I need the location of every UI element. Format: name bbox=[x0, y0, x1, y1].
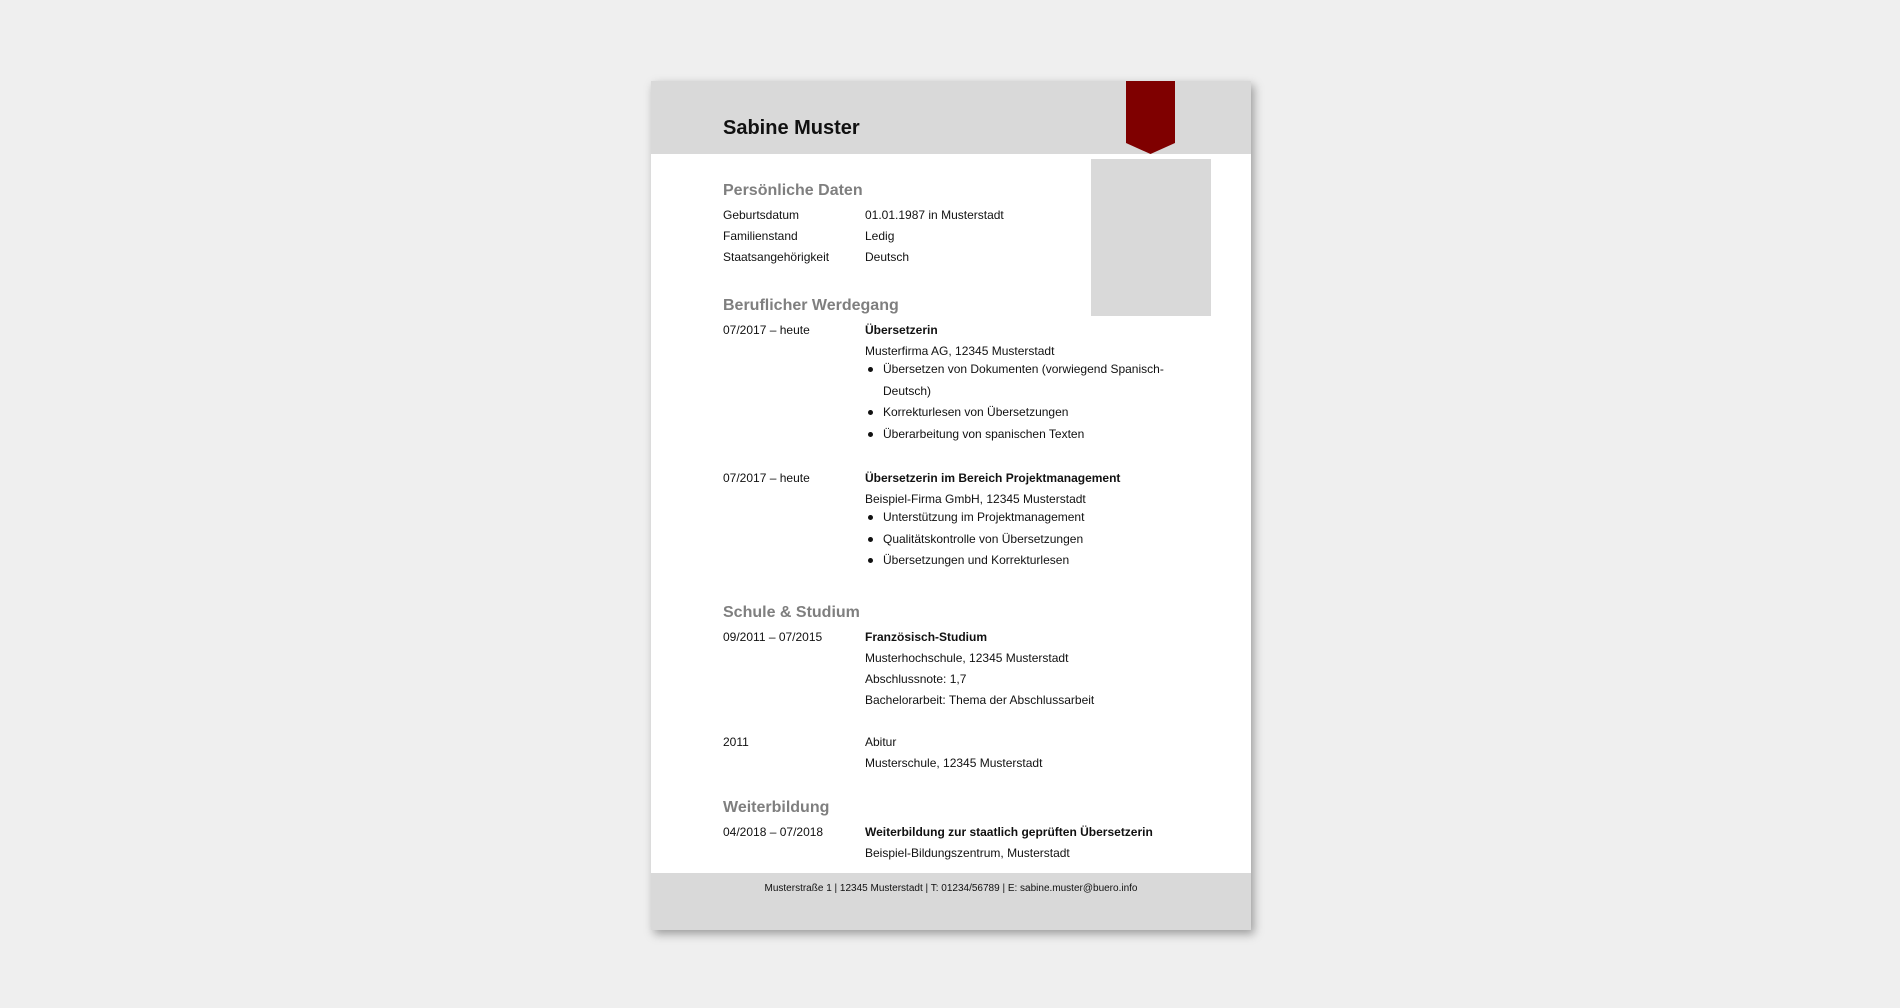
label-marital-status: Familienstand bbox=[723, 229, 798, 243]
list-item: Übersetzen von Dokumenten (vorwiegend Spanisch-Deutsch) bbox=[865, 359, 1175, 402]
training-institution: Beispiel-Bildungszentrum, Musterstadt bbox=[865, 846, 1070, 860]
career-company: Beispiel-Firma GmbH, 12345 Musterstadt bbox=[865, 492, 1086, 506]
section-title-training: Weiterbildung bbox=[723, 799, 830, 816]
education-detail: Abschlussnote: 1,7 bbox=[865, 672, 967, 686]
education-detail: Musterhochschule, 12345 Musterstadt bbox=[865, 651, 1069, 665]
value-marital-status: Ledig bbox=[865, 229, 895, 243]
label-nationality: Staatsangehörigkeit bbox=[723, 250, 830, 264]
career-company: Musterfirma AG, 12345 Musterstadt bbox=[865, 344, 1055, 358]
footer-contact: Musterstraße 1 | 12345 Musterstadt | T: 01234/56789 | E: sabine.muster@buero.info bbox=[764, 883, 1138, 894]
career-task-list bbox=[865, 359, 1175, 445]
ribbon-shape bbox=[1126, 81, 1175, 154]
value-birthdate: 01.01.1987 in Musterstadt bbox=[865, 208, 1004, 222]
list-item: Übersetzungen und Korrekturlesen bbox=[865, 550, 1185, 572]
label-birthdate: Geburtsdatum bbox=[723, 208, 800, 222]
photo-placeholder bbox=[1091, 159, 1211, 316]
education-period: 09/2011 – 07/2015 bbox=[723, 630, 823, 644]
education-detail: Musterschule, 12345 Musterstadt bbox=[865, 756, 1043, 770]
education-degree: Französisch-Studium bbox=[865, 630, 988, 644]
section-title-education: Schule & Studium bbox=[723, 604, 860, 621]
section-title-personal: Persönliche Daten bbox=[723, 182, 863, 199]
career-task-list bbox=[865, 507, 1185, 572]
section-title-career: Beruflicher Werdegang bbox=[723, 297, 899, 314]
education-detail: Bachelorarbeit: Thema der Abschlussarbeit bbox=[865, 693, 1095, 707]
list-item: Qualitätskontrolle von Übersetzungen bbox=[865, 529, 1185, 551]
list-item: Überarbeitung von spanischen Texten bbox=[865, 424, 1175, 446]
bookmark-ribbon-icon bbox=[1126, 81, 1175, 154]
footer-band bbox=[651, 873, 1251, 930]
training-course: Weiterbildung zur staatlich geprüften Übersetzerin bbox=[865, 825, 1153, 839]
career-position: Übersetzerin bbox=[865, 323, 938, 337]
list-item: Unterstützung im Projektmanagement bbox=[865, 507, 1185, 529]
career-period: 07/2017 – heute bbox=[723, 323, 810, 337]
list-item: Korrekturlesen von Übersetzungen bbox=[865, 402, 1175, 424]
education-period: 2011 bbox=[723, 735, 749, 749]
value-nationality: Deutsch bbox=[865, 250, 910, 264]
applicant-name: Sabine Muster bbox=[723, 117, 860, 139]
education-degree: Abitur bbox=[865, 735, 897, 749]
career-position: Übersetzerin im Bereich Projektmanagement bbox=[865, 471, 1121, 485]
resume-page bbox=[651, 81, 1251, 930]
career-period: 07/2017 – heute bbox=[723, 471, 810, 485]
training-period: 04/2018 – 07/2018 bbox=[723, 825, 824, 839]
